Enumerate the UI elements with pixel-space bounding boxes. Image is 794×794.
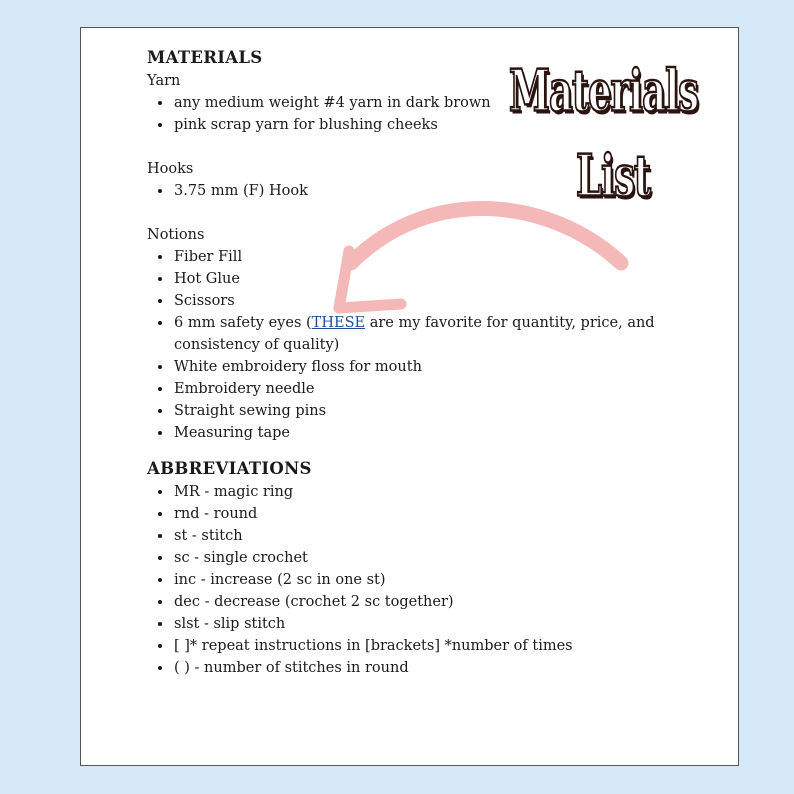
notions-label: Notions [147,227,205,243]
list-item: • White embroidery floss for mouth [173,356,667,378]
list-item: • [ ]* repeat instructions in [brackets] *number of times [173,635,667,657]
list-item: • inc - increase (2 sc in one st) [173,569,667,591]
list-item: • Hot Glue [173,268,667,290]
list-item: • slst - slip stitch [173,613,667,635]
list-item: • rnd - round [173,503,667,525]
list-item: • MR - magic ring [173,481,667,503]
list-item: • pink scrap yarn for blushing cheeks [173,114,667,136]
list-item: • sc - single crochet [173,547,667,569]
document-page [80,27,739,766]
list-item: • Straight sewing pins [173,400,667,422]
abbreviations-heading: ABBREVIATIONS [147,459,312,478]
safety-eyes-link[interactable]: THESE [311,315,366,331]
list-item: • 3.75 mm (F) Hook [173,180,667,202]
materials-list-stamp-line1: Materials [509,56,698,125]
list-item: • st - stitch [173,525,667,547]
hooks-label: Hooks [147,161,194,177]
materials-heading: MATERIALS [147,48,263,67]
abbreviations-list [147,481,667,679]
list-item: • Fiber Fill [173,246,667,268]
list-item: • Measuring tape [173,422,667,444]
safety-eyes-note: are my favorite for quantity, price, and consistency of quality) [174,315,655,353]
list-item: • any medium weight #4 yarn in dark brown [173,92,667,114]
list-item: • ( ) - number of stitches in round [173,657,667,679]
safety-eyes-text: 6 mm safety eyes ( [174,315,312,331]
materials-list-stamp-line2: List [576,141,650,210]
yarn-label: Yarn [147,73,181,89]
list-item: • Scissors [173,290,667,312]
list-item: • dec - decrease (crochet 2 sc together) [173,591,667,613]
list-item: • Embroidery needle [173,378,667,400]
